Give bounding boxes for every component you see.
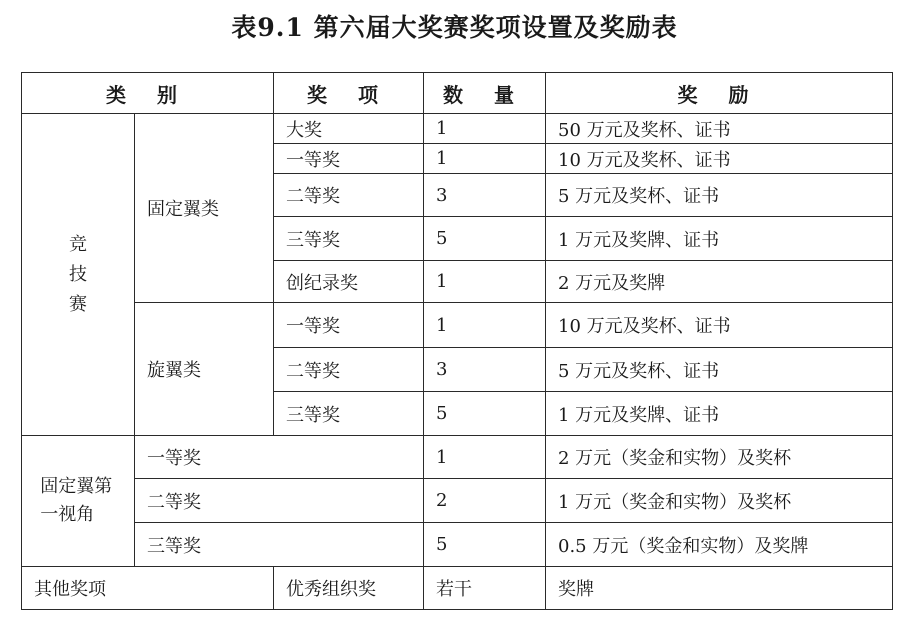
header-reward: 奖 励 (546, 73, 893, 114)
award-count: 3 (424, 348, 546, 392)
award-reward: 5 万元及奖杯、证书 (546, 348, 893, 392)
table-row (22, 303, 893, 348)
award-item: 优秀组织奖 (274, 567, 424, 610)
award-reward: 50 万元及奖杯、证书 (546, 114, 893, 144)
award-item: 二等奖 (274, 174, 424, 217)
award-reward: 5 万元及奖杯、证书 (546, 174, 893, 217)
award-reward: 奖牌 (546, 567, 893, 610)
award-reward: 2 万元及奖牌 (546, 261, 893, 303)
award-item: 三等奖 (274, 217, 424, 261)
award-count: 5 (424, 392, 546, 436)
header-row (22, 73, 893, 114)
group-fixed-wing: 固定翼类 (135, 114, 274, 303)
award-count: 1 (424, 144, 546, 174)
award-item: 一等奖 (135, 436, 424, 479)
award-count: 5 (424, 523, 546, 567)
award-item: 一等奖 (274, 303, 424, 348)
award-count: 若干 (424, 567, 546, 610)
table-row (22, 523, 893, 567)
group-fpv-label: 固定翼第一视角 (40, 476, 113, 525)
header-category: 类 别 (22, 73, 274, 114)
group-competition (22, 114, 135, 436)
award-item: 大奖 (274, 114, 424, 144)
group-rotary-wing: 旋翼类 (135, 303, 274, 436)
award-count: 1 (424, 261, 546, 303)
award-count: 2 (424, 479, 546, 523)
table-row (22, 567, 893, 610)
award-count: 5 (424, 217, 546, 261)
award-reward: 1 万元（奖金和实物）及奖杯 (546, 479, 893, 523)
header-count: 数 量 (424, 73, 546, 114)
award-reward: 2 万元（奖金和实物）及奖杯 (546, 436, 893, 479)
table-row (22, 479, 893, 523)
award-count: 3 (424, 174, 546, 217)
award-item: 二等奖 (274, 348, 424, 392)
award-reward: 0.5 万元（奖金和实物）及奖牌 (546, 523, 893, 567)
award-reward: 10 万元及奖杯、证书 (546, 144, 893, 174)
award-count: 1 (424, 114, 546, 144)
award-count: 1 (424, 303, 546, 348)
award-item: 创纪录奖 (274, 261, 424, 303)
table-row (22, 436, 893, 479)
award-item: 一等奖 (274, 144, 424, 174)
table-title: 表9.1 第六届大奖赛奖项设置及奖励表 (231, 13, 678, 42)
awards-table (21, 72, 893, 610)
award-item: 三等奖 (274, 392, 424, 436)
award-reward: 10 万元及奖杯、证书 (546, 303, 893, 348)
header-item: 奖 项 (274, 73, 424, 114)
award-reward: 1 万元及奖牌、证书 (546, 217, 893, 261)
table-row (22, 114, 893, 144)
award-item: 三等奖 (135, 523, 424, 567)
award-count: 1 (424, 436, 546, 479)
award-reward: 1 万元及奖牌、证书 (546, 392, 893, 436)
group-competition-label: 竞技赛 (69, 233, 87, 315)
group-fpv (22, 436, 135, 567)
group-other: 其他奖项 (22, 567, 274, 610)
award-item: 二等奖 (135, 479, 424, 523)
